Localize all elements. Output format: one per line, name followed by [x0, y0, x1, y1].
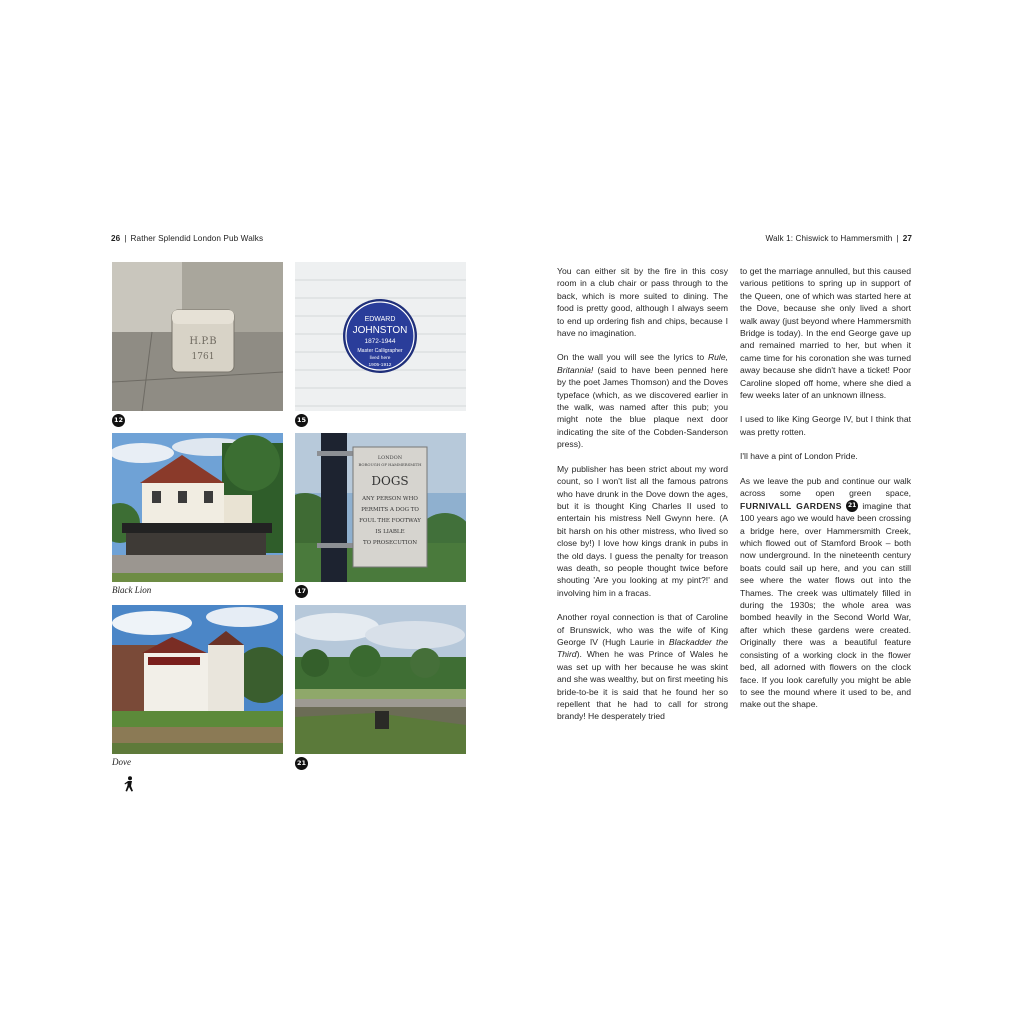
- svg-text:1761: 1761: [191, 352, 215, 362]
- text-column-2: [740, 265, 911, 723]
- plaque-line-5: lived here: [369, 356, 391, 361]
- photo-dove: [112, 605, 283, 754]
- plaque-line-1: EDWARD: [364, 316, 396, 323]
- paragraph-2-italic: Rule, Britannia!: [557, 352, 728, 375]
- paragraph-3: My publisher has been strict about my word count, so I won't list all the famous patrons who have drunk in the Dove down the ages, but it is thought King Charles II used to entertain his mistress Nell Gwynn here. (A bit harsh on his other mistress, who lived so close by!) I love how kings drank in pubs in the old days. I guess the penalty for treason was death, so people thought twice before shouting 'Are you looking at my pint?!' and involving him in a fracas.: [557, 463, 728, 598]
- place-name-furnivall-gardens: FURNIVALL GARDENS: [740, 500, 842, 511]
- sign-line-4: ANY PERSON WHO: [362, 496, 418, 502]
- walk-title: Walk 1: Chiswick to Hammersmith: [765, 234, 893, 243]
- plaque-line-4: Master Calligrapher: [357, 348, 403, 354]
- paragraph-7-text-b: imagine that 100 years ago we would have been crossing a bridge here, over Hammersmith Creek, which flowed out of Stamford Brook – both now underground. In the nineteenth century boats could sail up here, and you can still see where the water flows out into the Thames. The creek was ultimately filled in during the 1930s; the whole area was bombed heavily in the Second World War, after which these gardens were created. Originally there was a beautiful feature consisting of a working clock in the flower bed, all adorned with flowers on the clock face. If you look carefully you might be able to see the mound where it used to be, and make out the shape.: [740, 500, 912, 710]
- photo-gardens-creek: [295, 605, 466, 754]
- photo-badge-15: 15: [295, 414, 308, 427]
- photo-badge-17: 17: [295, 585, 308, 598]
- paragraph-4-text-a: Another royal connection is that of Caroline of Brunswick, who was the wife of King George IV (Hugh Laurie in: [557, 612, 728, 647]
- left-running-head: 26 | Rather Splendid London Pub Walks: [111, 234, 264, 243]
- inline-badge-21: 21: [846, 500, 858, 512]
- sign-line-7: IS LIABLE: [375, 529, 405, 535]
- paragraph-7: [740, 475, 911, 711]
- paragraph-4-text-b: ). When he was Prince of Wales he was set up with her because he was skint and she was wealthy, but on first meeting his bride-to-be it is said that he found her so repellent that he had to call for strong brandy! He desperately tried: [557, 649, 728, 722]
- paragraph-1: You can either sit by the fire in this cosy room in a club chair or pass through to the back, which is more suited to dining. The food is pretty good, although I always seem to end up ordering fish and chips, because I have no imagination.: [557, 266, 728, 339]
- photo-blue-plaque: [295, 262, 466, 411]
- photo-black-lion: [112, 433, 283, 582]
- caption-black-lion: Black Lion: [112, 585, 152, 595]
- plaque-line-2: JOHNSTON: [352, 325, 408, 336]
- paragraph-2: [557, 351, 728, 450]
- sign-line-2: BOROUGH OF HAMMERSMITH: [358, 462, 422, 467]
- plaque-line-3: 1872-1944: [364, 338, 396, 345]
- text-column-1: [557, 265, 728, 723]
- photo-badge-21: 21: [295, 757, 308, 770]
- photo-badge-12: 12: [112, 414, 125, 427]
- left-page-number: 26: [111, 234, 121, 243]
- paragraph-4-italic: Blackadder the Third: [557, 636, 728, 660]
- photo-dogs-sign: [295, 433, 466, 582]
- plaque-line-6: 1905-1912: [368, 363, 392, 368]
- paragraph-2-text-a: On the wall you will see the lyrics to: [557, 352, 708, 363]
- photo-boundary-stone: [112, 262, 283, 411]
- paragraph-5: I used to like King George IV, but I think that was pretty rotten.: [740, 414, 911, 437]
- sign-line-5: PERMITS A DOG TO: [361, 507, 419, 513]
- paragraph-7-text-a: As we leave the pub and continue our walk across some open green space,: [740, 475, 911, 499]
- sign-line-1: LONDON: [377, 455, 403, 461]
- sign-line-6: FOUL THE FOOTWAY: [359, 518, 421, 524]
- right-running-head: Walk 1: Chiswick to Hammersmith | 27: [765, 234, 912, 243]
- paragraph-2-text-b: (said to have been penned here by the poet James Thomson) and the Doves typeface (which, as we discovered earlier in the walk, was named after this pub; you might note the blue plaque next door indicating the site of the Cobden-Sanderson press).: [557, 364, 728, 450]
- paragraph-4: [557, 611, 728, 723]
- book-title: Rather Splendid London Pub Walks: [130, 234, 264, 243]
- svg-text:H.P.B: H.P.B: [189, 336, 217, 347]
- walking-figure-icon: [123, 776, 135, 797]
- caption-dove: Dove: [112, 757, 131, 767]
- sign-line-3: DOGS: [371, 474, 409, 488]
- paragraph-6: I'll have a pint of London Pride.: [740, 451, 858, 462]
- paragraph-4-continued: to get the marriage annulled, but this caused various petitions to spring up in support of the Queen, one of which was started here at the Dove, because she only lived a short walk away (just beyond where Hammersmith Bridge is today). In the end George gave up and remained married to her, but when it came time for his coronation she was turned away because she didn't have a ticket! Poor Caroline sloped off home, where she died a few weeks later of an unknown illness.: [740, 266, 911, 401]
- sign-line-8: TO PROSECUTION: [362, 540, 418, 546]
- right-page-number: 27: [902, 234, 912, 243]
